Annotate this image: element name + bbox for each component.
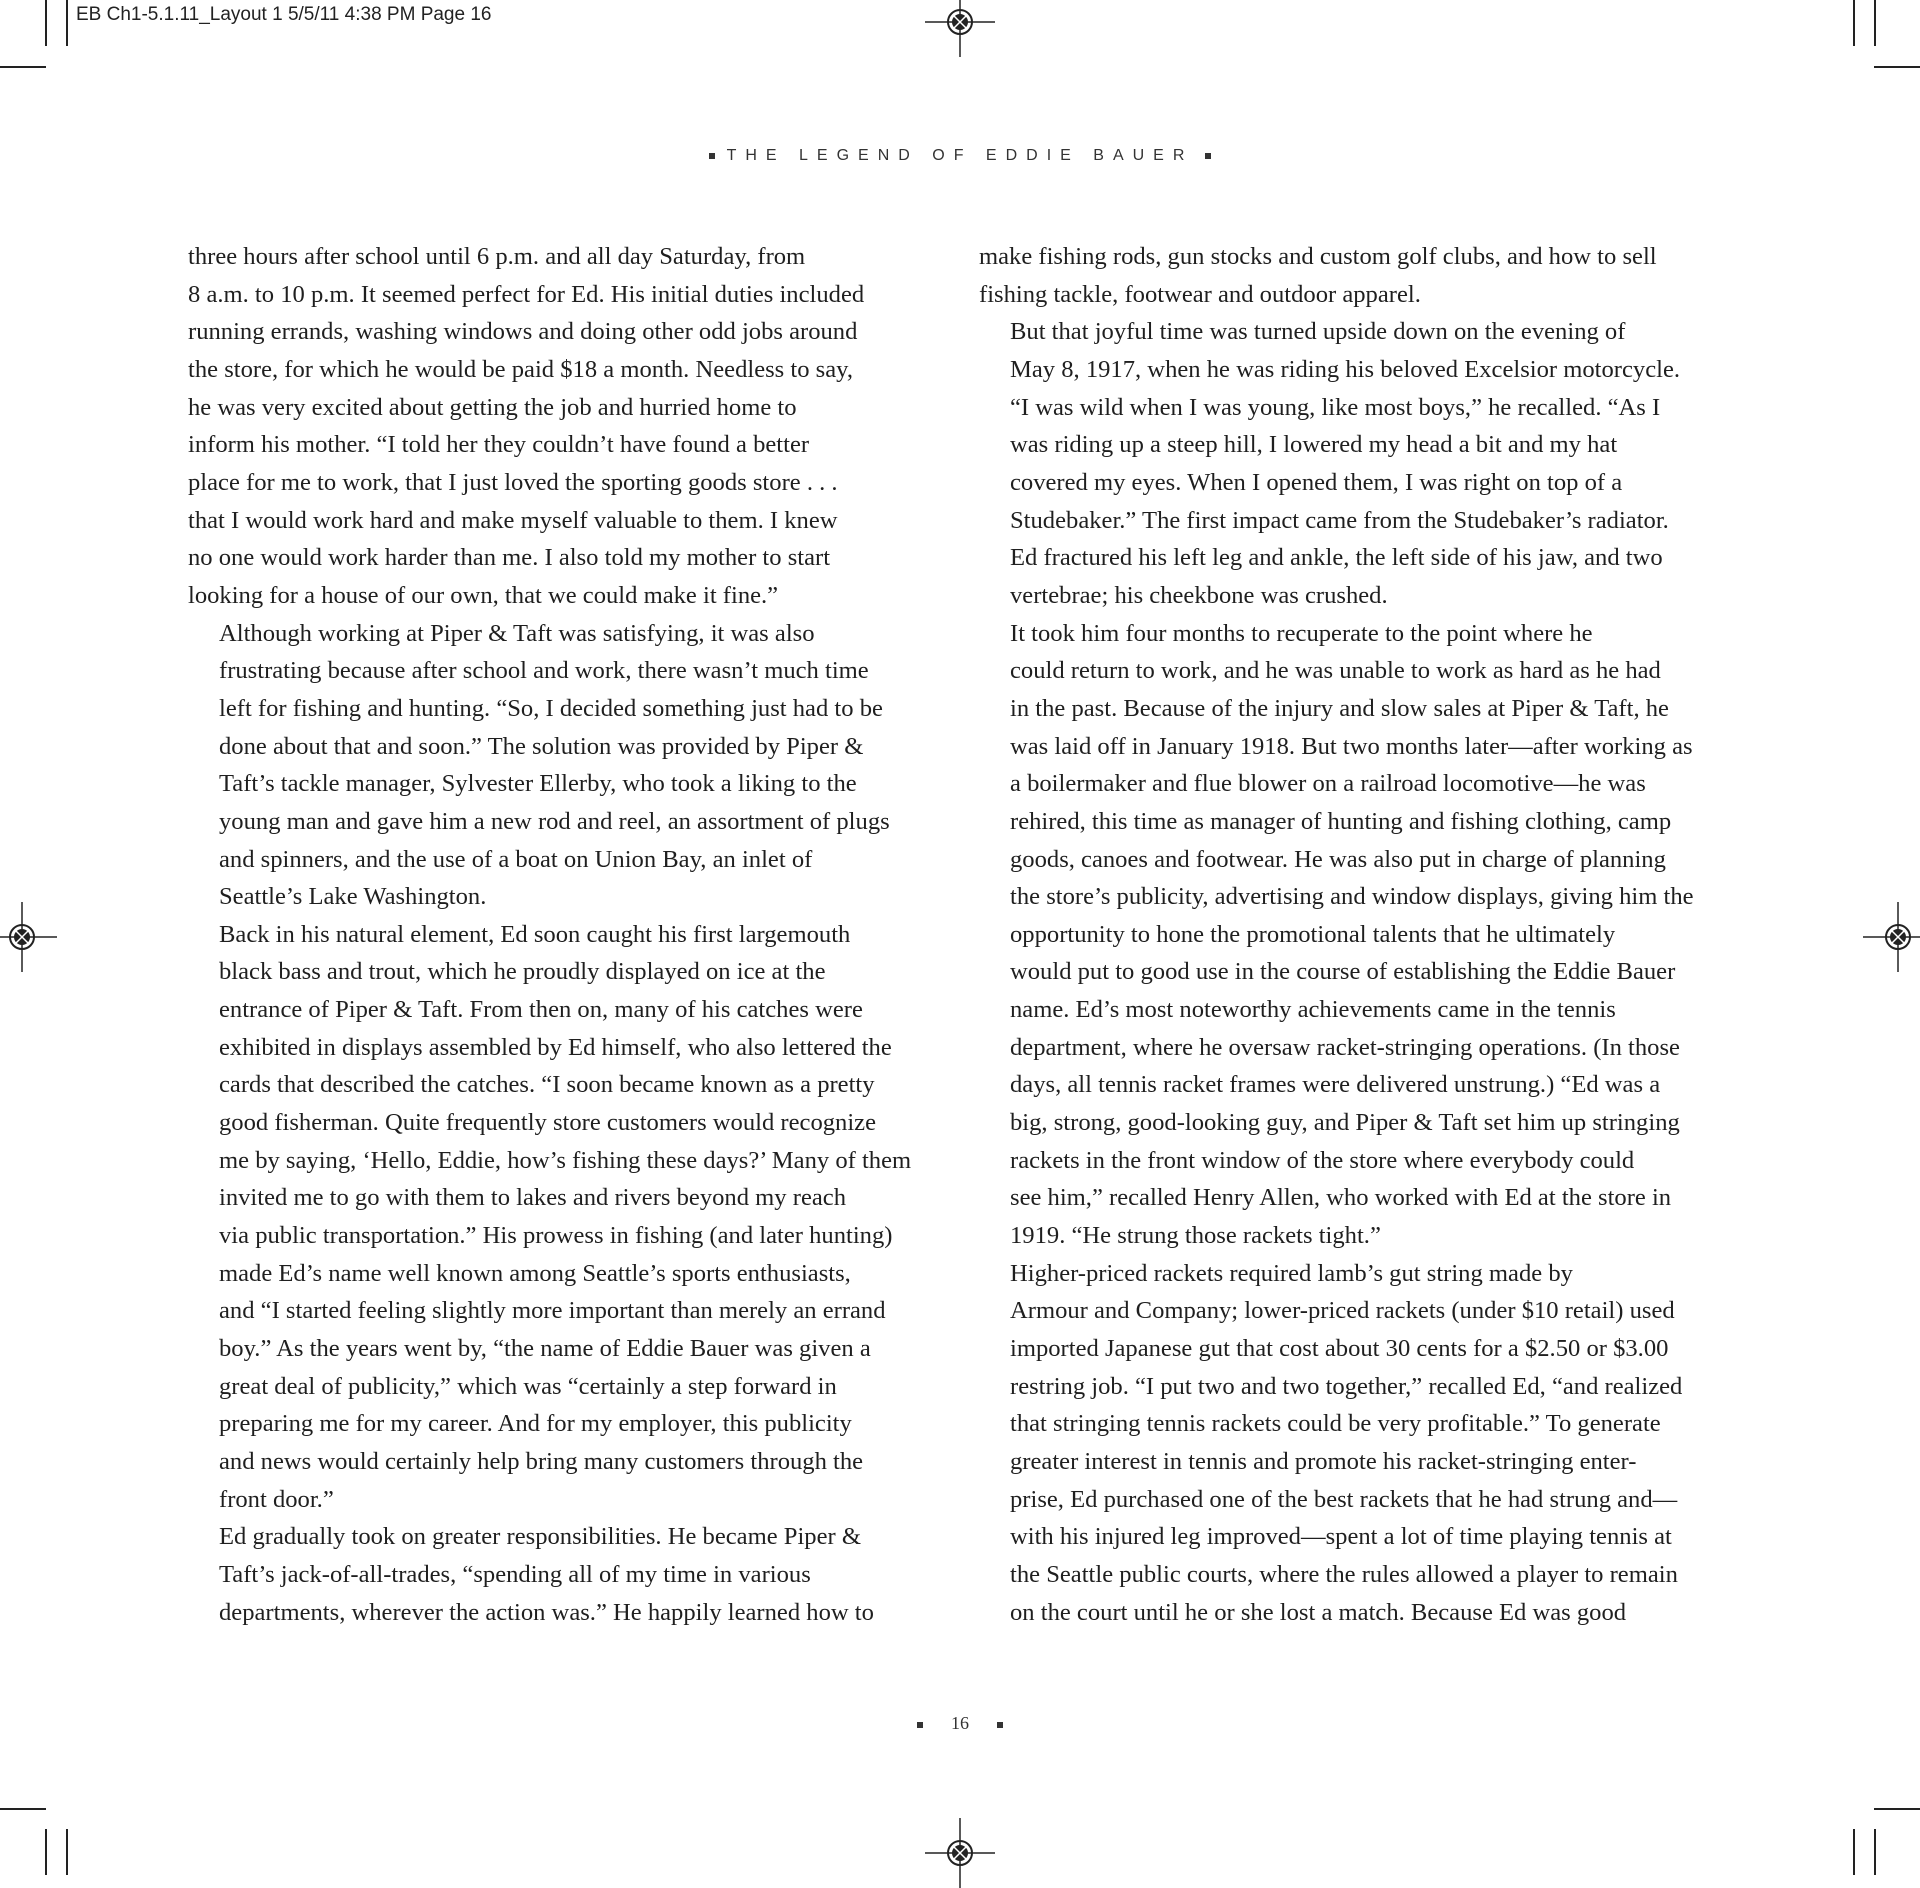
crop-mark	[45, 1829, 47, 1875]
registration-mark-icon	[925, 1818, 995, 1888]
text-line: good fisherman. Quite frequently store customers would recognize	[219, 1109, 877, 1137]
text-line: vertebrae; his cheekbone was crushed.	[1010, 581, 1388, 609]
text-line: that stringing tennis rackets could be very profitable.” To generate	[1010, 1410, 1661, 1438]
text-line: Armour and Company; lower-priced rackets (under $10 retail) used	[1010, 1297, 1675, 1325]
text-line: Higher-priced rackets required lamb’s gut string made by	[1010, 1259, 1573, 1287]
text-line: days, all tennis racket frames were delivered unstrung.) “Ed was a	[1010, 1071, 1661, 1099]
text-line: inform his mother. “I told her they couldn’t have found a better	[188, 431, 810, 459]
text-line: front door.”	[219, 1485, 334, 1513]
text-line: Back in his natural element, Ed soon caught his first largemouth	[219, 920, 851, 948]
text-line: opportunity to hone the promotional talents that he ultimately	[1010, 920, 1616, 948]
text-line: Although working at Piper & Taft was satisfying, it was also	[219, 619, 815, 647]
text-line: “I was wild when I was young, like most boys,” he recalled. “As I	[1010, 393, 1661, 421]
paragraph	[979, 1255, 1731, 1632]
text-line: covered my eyes. When I opened them, I was right on top of a	[1010, 468, 1623, 496]
text-line: via public transportation.” His prowess in fishing (and later hunting)	[219, 1222, 893, 1250]
right-text-column	[979, 238, 1731, 1631]
text-line: cards that described the catches. “I soon became known as a pretty	[219, 1071, 875, 1099]
registration-mark-icon	[0, 902, 57, 972]
text-line: in the past. Because of the injury and slow sales at Piper & Taft, he	[1010, 694, 1669, 722]
text-line: and spinners, and the use of a boat on Union Bay, an inlet of	[219, 845, 813, 873]
paragraph	[979, 615, 1731, 1255]
text-line: made Ed’s name well known among Seattle’s sports enthusiasts,	[219, 1259, 851, 1287]
text-line: 8 a.m. to 10 p.m. It seemed perfect for Ed. His initial duties included	[188, 280, 865, 308]
text-line: and news would certainly help bring many customers through the	[219, 1448, 864, 1475]
bullet-square-icon	[1205, 153, 1211, 159]
text-line: and “I started feeling slightly more important than merely an errand	[219, 1297, 886, 1325]
text-line: place for me to work, that I just loved the sporting goods store . . .	[188, 468, 838, 496]
text-line: boy.” As the years went by, “the name of Eddie Bauer was given a	[219, 1335, 871, 1363]
text-line: department, where he oversaw racket-stringing operations. (In those	[1010, 1033, 1680, 1061]
crop-mark	[66, 1829, 68, 1875]
text-line: restring job. “I put two and two together,” recalled Ed, “and realized	[1010, 1372, 1683, 1400]
text-line: Taft’s tackle manager, Sylvester Ellerby, who took a liking to the	[219, 770, 857, 798]
text-line: imported Japanese gut that cost about 30 cents for a $2.50 or $3.00	[1010, 1335, 1669, 1363]
text-line: left for fishing and hunting. “So, I decided something just had to be	[219, 694, 883, 722]
text-line: the store, for which he would be paid $18 a month. Needless to say,	[188, 355, 854, 383]
bullet-square-icon	[997, 1722, 1003, 1728]
text-line: prise, Ed purchased one of the best rackets that he had strung and—	[1010, 1485, 1678, 1513]
text-line: fishing tackle, footwear and outdoor apparel.	[979, 280, 1421, 308]
text-line: black bass and trout, which he proudly displayed on ice at the	[219, 958, 826, 986]
text-line: no one would work harder than me. I also told my mother to start	[188, 544, 831, 572]
slug-line: EB Ch1-5.1.11_Layout 1 5/5/11 4:38 PM Page 16	[76, 4, 492, 25]
crop-mark	[66, 0, 68, 46]
bullet-square-icon	[917, 1722, 923, 1728]
paragraph	[188, 238, 936, 615]
registration-mark-icon	[1863, 902, 1920, 972]
text-line: with his injured leg improved—spent a lot of time playing tennis at	[1010, 1523, 1672, 1551]
text-line: running errands, washing windows and doing other odd jobs around	[188, 318, 858, 346]
text-line: the Seattle public courts, where the rules allowed a player to remain	[1010, 1560, 1678, 1588]
crop-mark	[45, 0, 47, 46]
paragraph	[188, 916, 936, 1519]
running-head-text: THE LEGEND OF EDDIE BAUER	[726, 147, 1194, 164]
crop-mark	[0, 66, 46, 68]
text-line: Studebaker.” The first impact came from the Studebaker’s radiator.	[1010, 506, 1669, 534]
text-line: 1919. “He strung those rackets tight.”	[1010, 1222, 1381, 1250]
paragraph	[979, 238, 1731, 313]
text-line: entrance of Piper & Taft. From then on, many of his catches were	[219, 996, 863, 1024]
text-line: Seattle’s Lake Washington.	[219, 883, 487, 911]
crop-mark	[1874, 66, 1920, 68]
text-line: done about that and soon.” The solution was provided by Piper &	[219, 732, 864, 760]
text-line: preparing me for my career. And for my employer, this publicity	[219, 1410, 852, 1438]
crop-mark	[1874, 1808, 1920, 1810]
text-line: a boilermaker and flue blower on a railroad locomotive—he was	[1010, 770, 1646, 798]
text-line: name. Ed’s most noteworthy achievements came in the tennis	[1010, 996, 1616, 1024]
text-line: would put to good use in the course of establishing the Eddie Bauer	[1010, 958, 1676, 986]
paragraph	[979, 313, 1731, 614]
page-number-text: 16	[951, 1713, 969, 1733]
text-line: was laid off in January 1918. But two months later—after working as	[1010, 732, 1693, 760]
text-line: the store’s publicity, advertising and window displays, giving him the	[1010, 883, 1694, 911]
crop-mark	[0, 1808, 46, 1810]
text-line: goods, canoes and footwear. He was also put in charge of planning	[1010, 845, 1666, 873]
running-head	[0, 147, 1920, 165]
text-line: greater interest in tennis and promote his racket-stringing enter-	[1010, 1448, 1637, 1475]
text-line: Ed fractured his left leg and ankle, the left side of his jaw, and two	[1010, 544, 1663, 572]
text-line: great deal of publicity,” which was “certainly a step forward in	[219, 1372, 837, 1400]
text-line: that I would work hard and make myself valuable to them. I knew	[188, 506, 838, 534]
text-line: departments, wherever the action was.” He happily learned how to	[219, 1598, 874, 1626]
text-line: he was very excited about getting the job and hurried home to	[188, 393, 797, 421]
registration-mark-icon	[925, 0, 995, 57]
crop-mark	[1874, 1829, 1876, 1875]
text-line: exhibited in displays assembled by Ed himself, who also lettered the	[219, 1033, 892, 1061]
text-line: May 8, 1917, when he was riding his beloved Excelsior motorcycle.	[1010, 355, 1681, 383]
text-line: Taft’s jack-of-all-trades, “spending all of my time in various	[219, 1560, 811, 1588]
crop-mark	[1853, 1829, 1855, 1875]
paragraph	[188, 1518, 936, 1631]
text-line: me by saying, ‘Hello, Eddie, how’s fishing these days?’ Many of them	[219, 1146, 912, 1174]
text-line: But that joyful time was turned upside down on the evening of	[1010, 318, 1626, 346]
text-line: rackets in the front window of the store where everybody could	[1010, 1146, 1635, 1174]
text-line: on the court until he or she lost a match. Because Ed was good	[1010, 1598, 1627, 1626]
bullet-square-icon	[709, 153, 715, 159]
text-line: young man and gave him a new rod and reel, an assortment of plugs	[219, 807, 890, 835]
paragraph	[188, 615, 936, 916]
text-line: looking for a house of our own, that we could make it fine.”	[188, 581, 779, 609]
text-line: see him,” recalled Henry Allen, who worked with Ed at the store in	[1010, 1184, 1672, 1212]
text-line: frustrating because after school and work, there wasn’t much time	[219, 657, 869, 685]
text-line: three hours after school until 6 p.m. and all day Saturday, from	[188, 243, 806, 270]
page-number	[0, 1713, 1920, 1734]
left-text-column	[188, 238, 936, 1631]
text-line: invited me to go with them to lakes and rivers beyond my reach	[219, 1184, 846, 1212]
text-line: could return to work, and he was unable to work as hard as he had	[1010, 657, 1661, 685]
text-line: It took him four months to recuperate to the point where he	[1010, 619, 1593, 647]
text-line: rehired, this time as manager of hunting and fishing clothing, camp	[1010, 807, 1672, 835]
text-line: Ed gradually took on greater responsibilities. He became Piper &	[219, 1523, 861, 1551]
text-line: was riding up a steep hill, I lowered my head a bit and my hat	[1010, 431, 1618, 459]
crop-mark	[1853, 0, 1855, 46]
text-line: make fishing rods, gun stocks and custom golf clubs, and how to sell	[979, 243, 1657, 270]
text-line: big, strong, good-looking guy, and Piper & Taft set him up stringing	[1010, 1109, 1680, 1137]
crop-mark	[1874, 0, 1876, 46]
